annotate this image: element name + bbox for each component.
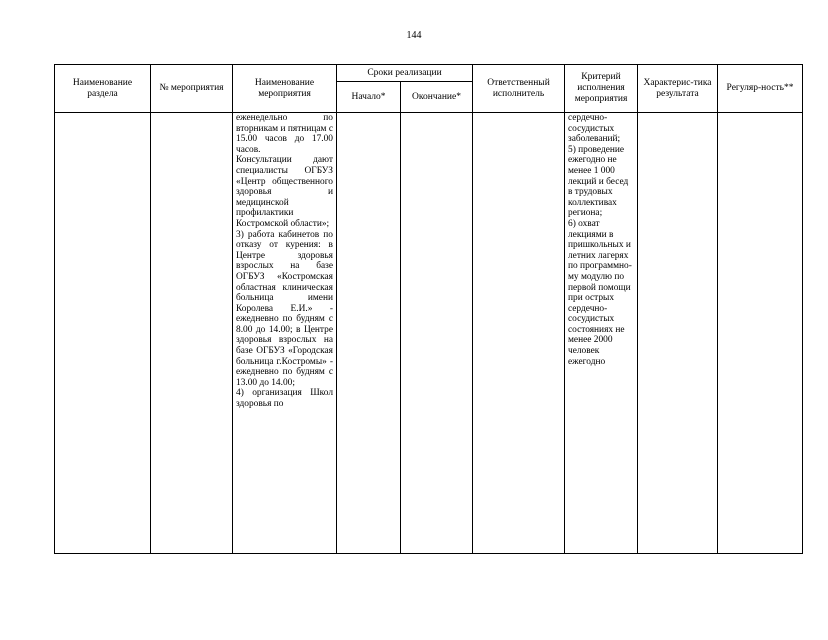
header-result: Характерис-тика результата — [638, 65, 718, 113]
event-description-text: еженедельно по вторникам и пятницам с 15.00 часов до 17.00 часов. Консультации дают специалисты ОГБУЗ «Центр общественного здоровья и медицинской профилактики Костромской области»; 3) работа кабинетов по отказу от курения: в Центре здоровья взрослых на базе ОГБУЗ «Костромская областная клиническая больница имени Королева Е.И.» - ежедневно по будням с 8.00 до 14.00; в Центре здоровья взрослых на базе ОГБУЗ «Городская больница г.Костромы» - ежедневно по будням с 13.00 до 14.00; 4) организация Школ здоровья по — [236, 113, 333, 410]
header-event-name: Наименование мероприятия — [233, 65, 337, 113]
header-regularity: Регуляр-ность** — [718, 65, 803, 113]
cell-section — [55, 113, 151, 554]
header-row-top — [55, 65, 803, 82]
table-row — [55, 113, 803, 554]
cell-end — [401, 113, 473, 554]
cell-start — [337, 113, 401, 554]
page-number: 144 — [406, 30, 422, 41]
header-timing: Сроки реализации — [337, 65, 473, 82]
header-responsible: Ответственный исполнитель — [473, 65, 565, 113]
header-section-name: Наименование раздела — [55, 65, 151, 113]
activities-table — [54, 64, 803, 554]
cell-result — [638, 113, 718, 554]
cell-criterion — [565, 113, 638, 554]
cell-event-number — [151, 113, 233, 554]
header-start: Начало* — [337, 82, 401, 113]
criterion-text: сердечно-сосудистых заболеваний; 5) проведение ежегодно не менее 1 000 лекций и бесед в трудовых коллективах региона; 6) охват лекциями в пришкольных и летних лагерях по программно-му модулю по первой помощи при острых сердечно-сосудистых состояниях не менее 2000 человек ежегодно — [568, 113, 632, 367]
cell-event-name — [233, 113, 337, 554]
cell-responsible — [473, 113, 565, 554]
header-event-number: № мероприятия — [151, 65, 233, 113]
header-end: Окончание* — [401, 82, 473, 113]
cell-regularity — [718, 113, 803, 554]
header-criterion: Критерий исполнения мероприятия — [565, 65, 638, 113]
